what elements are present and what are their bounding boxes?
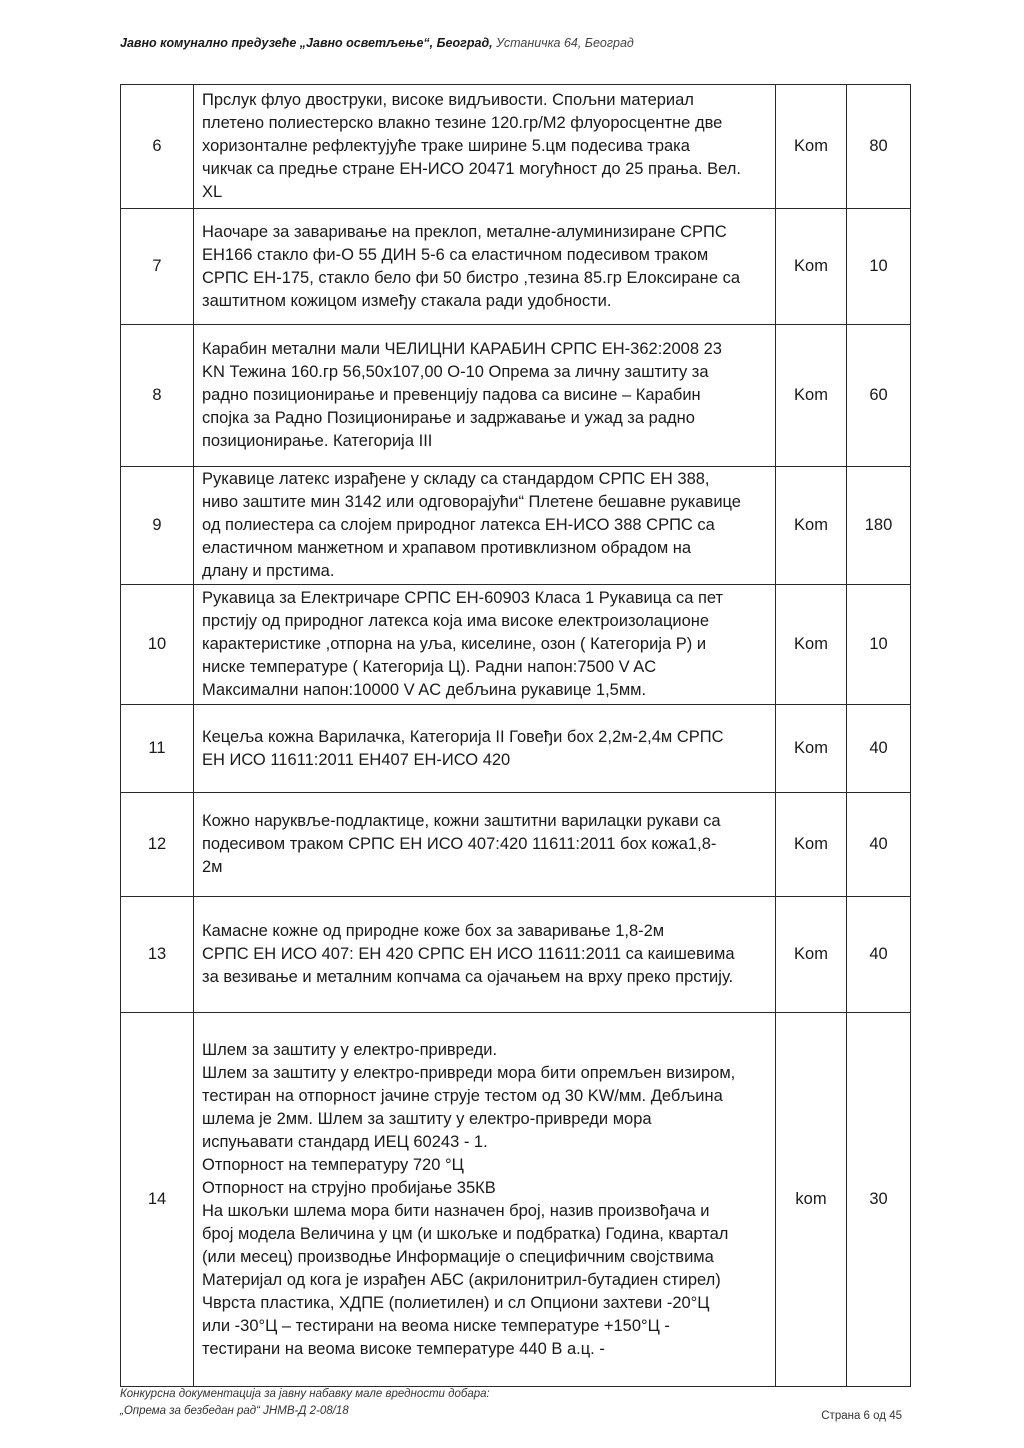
item-description [194,85,776,209]
item-quantity: 180 [847,467,911,585]
item-quantity: 40 [847,705,911,793]
item-number: 12 [121,793,194,897]
description-line: XL [202,183,223,201]
item-number: 14 [121,1013,194,1387]
item-unit: Kom [776,467,847,585]
item-description [194,705,776,793]
item-number: 13 [121,897,194,1013]
page-number: Страна 6 од 45 [821,1410,902,1422]
item-number: 10 [121,585,194,705]
description-line: позиционирање. Категорија III [202,432,433,450]
description-line: шлема је 2мм. Шлем за заштиту у електро-привреди мора [202,1109,652,1128]
description-line: Отпорност на струјно пробијање 35КВ [202,1178,496,1197]
description-line: чикчак са предње стране ЕН-ИСО 20471 могућност до 25 прања. Вел. [202,160,741,178]
item-unit: Kom [776,897,847,1013]
description-line: заштитном кожицом између стакала ради удобности. [202,291,612,310]
description-line: 2м [202,858,223,876]
item-number: 8 [121,325,194,467]
description-line: или -30°Ц – тестирани на веома ниске температуре +150°Ц - [202,1316,670,1335]
footer-line-1: Конкурсна документација за јавну набавку мале вредности добара: [120,1388,490,1400]
description-line: СРПС ЕН ИСО 407: ЕН 420 СРПС ЕН ИСО 11611:2011 са каишевима [202,945,735,963]
item-unit: Kom [776,585,847,705]
item-number: 9 [121,467,194,585]
description-line: плетено полиестерско влакно тезине 120.гр/М2 флуоросцентне две [202,114,723,132]
item-description [194,325,776,467]
item-unit: Kom [776,793,847,897]
description-line: од полиестера са слојем природног латекса ЕН-ИСО 388 СРПС са [202,516,715,534]
table-row [121,325,911,467]
description-line: СРПС ЕН-175, стакло бело фи 50 бистро ,тезина 85.гр Елоксиране са [202,268,741,287]
item-description [194,585,776,705]
items-table [120,84,911,1387]
description-line: Материјал од кога је израђен АБС (акрилонитрил-бутадиен стирел) [202,1270,721,1289]
item-number: 6 [121,85,194,209]
item-number: 11 [121,705,194,793]
organization-name: Јавно комунално предузеће „Јавно осветљење“, Београд, [120,36,493,50]
description-line: Кожно наруквље-подлактице, кожни заштитни варилацки рукави са [202,812,721,830]
description-line: за везивање и металним копчама са ојачањем на врху преко прстију. [202,968,734,986]
description-line: радно позиционирање и превенцију падова са висине – Карабин [202,386,701,404]
item-unit: Kom [776,209,847,325]
table-row [121,85,911,209]
description-line: Карабин метални мали ЧЕЛИЦНИ КАРАБИН СРПС ЕН-362:2008 23 [202,340,722,358]
item-unit: Kom [776,325,847,467]
item-unit: Kom [776,705,847,793]
item-quantity: 10 [847,209,911,325]
organization-address: Устаничка 64, Београд [496,36,634,50]
item-description [194,793,776,897]
description-line: хоризонталне рефлектујуће траке ширине 5.цм подесива трака [202,137,690,155]
description-line: испуњавати стандард ИЕЦ 60243 - 1. [202,1132,488,1151]
description-line: Максимални напон:10000 V AC дебљина рукавице 1,5мм. [202,681,647,699]
description-line: прстију од природног латекса која има високе електроизолационе [202,612,710,630]
table-row [121,705,911,793]
description-line: тестирани на веома високе температуре 440 В а.ц. - [202,1339,605,1358]
item-unit: kom [776,1013,847,1387]
item-description [194,209,776,325]
description-line: еластичном манжетном и храпавом противклизном обрадом на [202,539,692,557]
description-line: (или месец) производње Информације о специфичним својствима [202,1247,714,1266]
description-line: Рукавице латекс израђене у складу са стандардом СРПС ЕН 388, [202,470,710,488]
description-line: ЕН ИСО 11611:2011 ЕН407 ЕН-ИСО 420 [202,750,511,769]
item-quantity: 10 [847,585,911,705]
item-quantity: 60 [847,325,911,467]
item-description [194,897,776,1013]
description-line: Шлем за заштиту у електро-привреди мора бити опремљен визиром, [202,1063,736,1082]
description-line: Чврста пластика, ХДПЕ (полиетилен) и сл Опциони захтеви -20°Ц [202,1293,710,1312]
table-row [121,209,911,325]
description-line: тестиран на отпорност јачине струје тестом од 30 KW/мм. Дебљина [202,1086,723,1105]
description-line: длану и прстима. [202,562,335,580]
description-line: Прслук флуо двоструки, високе видљивости. Спољни материал [202,91,694,109]
description-line: Кецеља кожна Варилачка, Категорија II Говеђи бох 2,2м-2,4м СРПС [202,727,724,746]
table-row [121,897,911,1013]
table-row [121,793,911,897]
item-number: 7 [121,209,194,325]
item-quantity: 30 [847,1013,911,1387]
table-row [121,585,911,705]
item-quantity: 40 [847,793,911,897]
footer-doc-info [120,1386,490,1420]
description-line: Рукавица за Електричаре СРПС ЕН-60903 Класа 1 Рукавица са пет [202,589,724,607]
description-line: Наочаре за заваривање на преклоп, металне-алуминизиране СРПС [202,222,727,241]
description-line: ниске температуре ( Категорија Ц). Радни напон:7500 V AC [202,658,657,676]
description-line: спојка за Радно Позиционирање и задржавање и ужад за радно [202,409,695,427]
description-line: број модела Величина у цм (и шкољке и подбратка) Година, квартал [202,1224,729,1243]
description-line: KN Тежина 160.гр 56,50х107,00 О-10 Опрема за личну заштиту за [202,363,709,381]
description-line: Шлем за заштиту у електро-привреди. [202,1040,498,1059]
description-line: Отпорност на температуру 720 °Ц [202,1155,464,1174]
description-line: карактеристике ,отпорна на уља, киселине, озон ( Категорија Р) и [202,635,707,653]
item-quantity: 80 [847,85,911,209]
description-line: На шкољки шлема мора бити назначен број, назив произвођача и [202,1201,710,1220]
page-header [120,36,940,50]
table-row [121,467,911,585]
item-quantity: 40 [847,897,911,1013]
description-line: ниво заштите мин 3142 или одговорајући“ Плетене бешавне рукавице [202,493,741,511]
footer-line-2: „Опрема за безбедан рад“ ЈНМВ-Д 2-08/18 [120,1405,349,1417]
description-line: ЕН166 стакло фи-О 55 ДИН 5-6 са еластичном подесивом траком [202,245,709,264]
table-row [121,1013,911,1387]
item-description [194,1013,776,1387]
description-line: подесивом траком СРПС ЕН ИСО 407:420 11611:2011 бох кожа1,8- [202,835,717,853]
description-line: Камасне кожне од природне коже бох за заваривање 1,8-2м [202,922,665,940]
item-unit: Kom [776,85,847,209]
item-description [194,467,776,585]
